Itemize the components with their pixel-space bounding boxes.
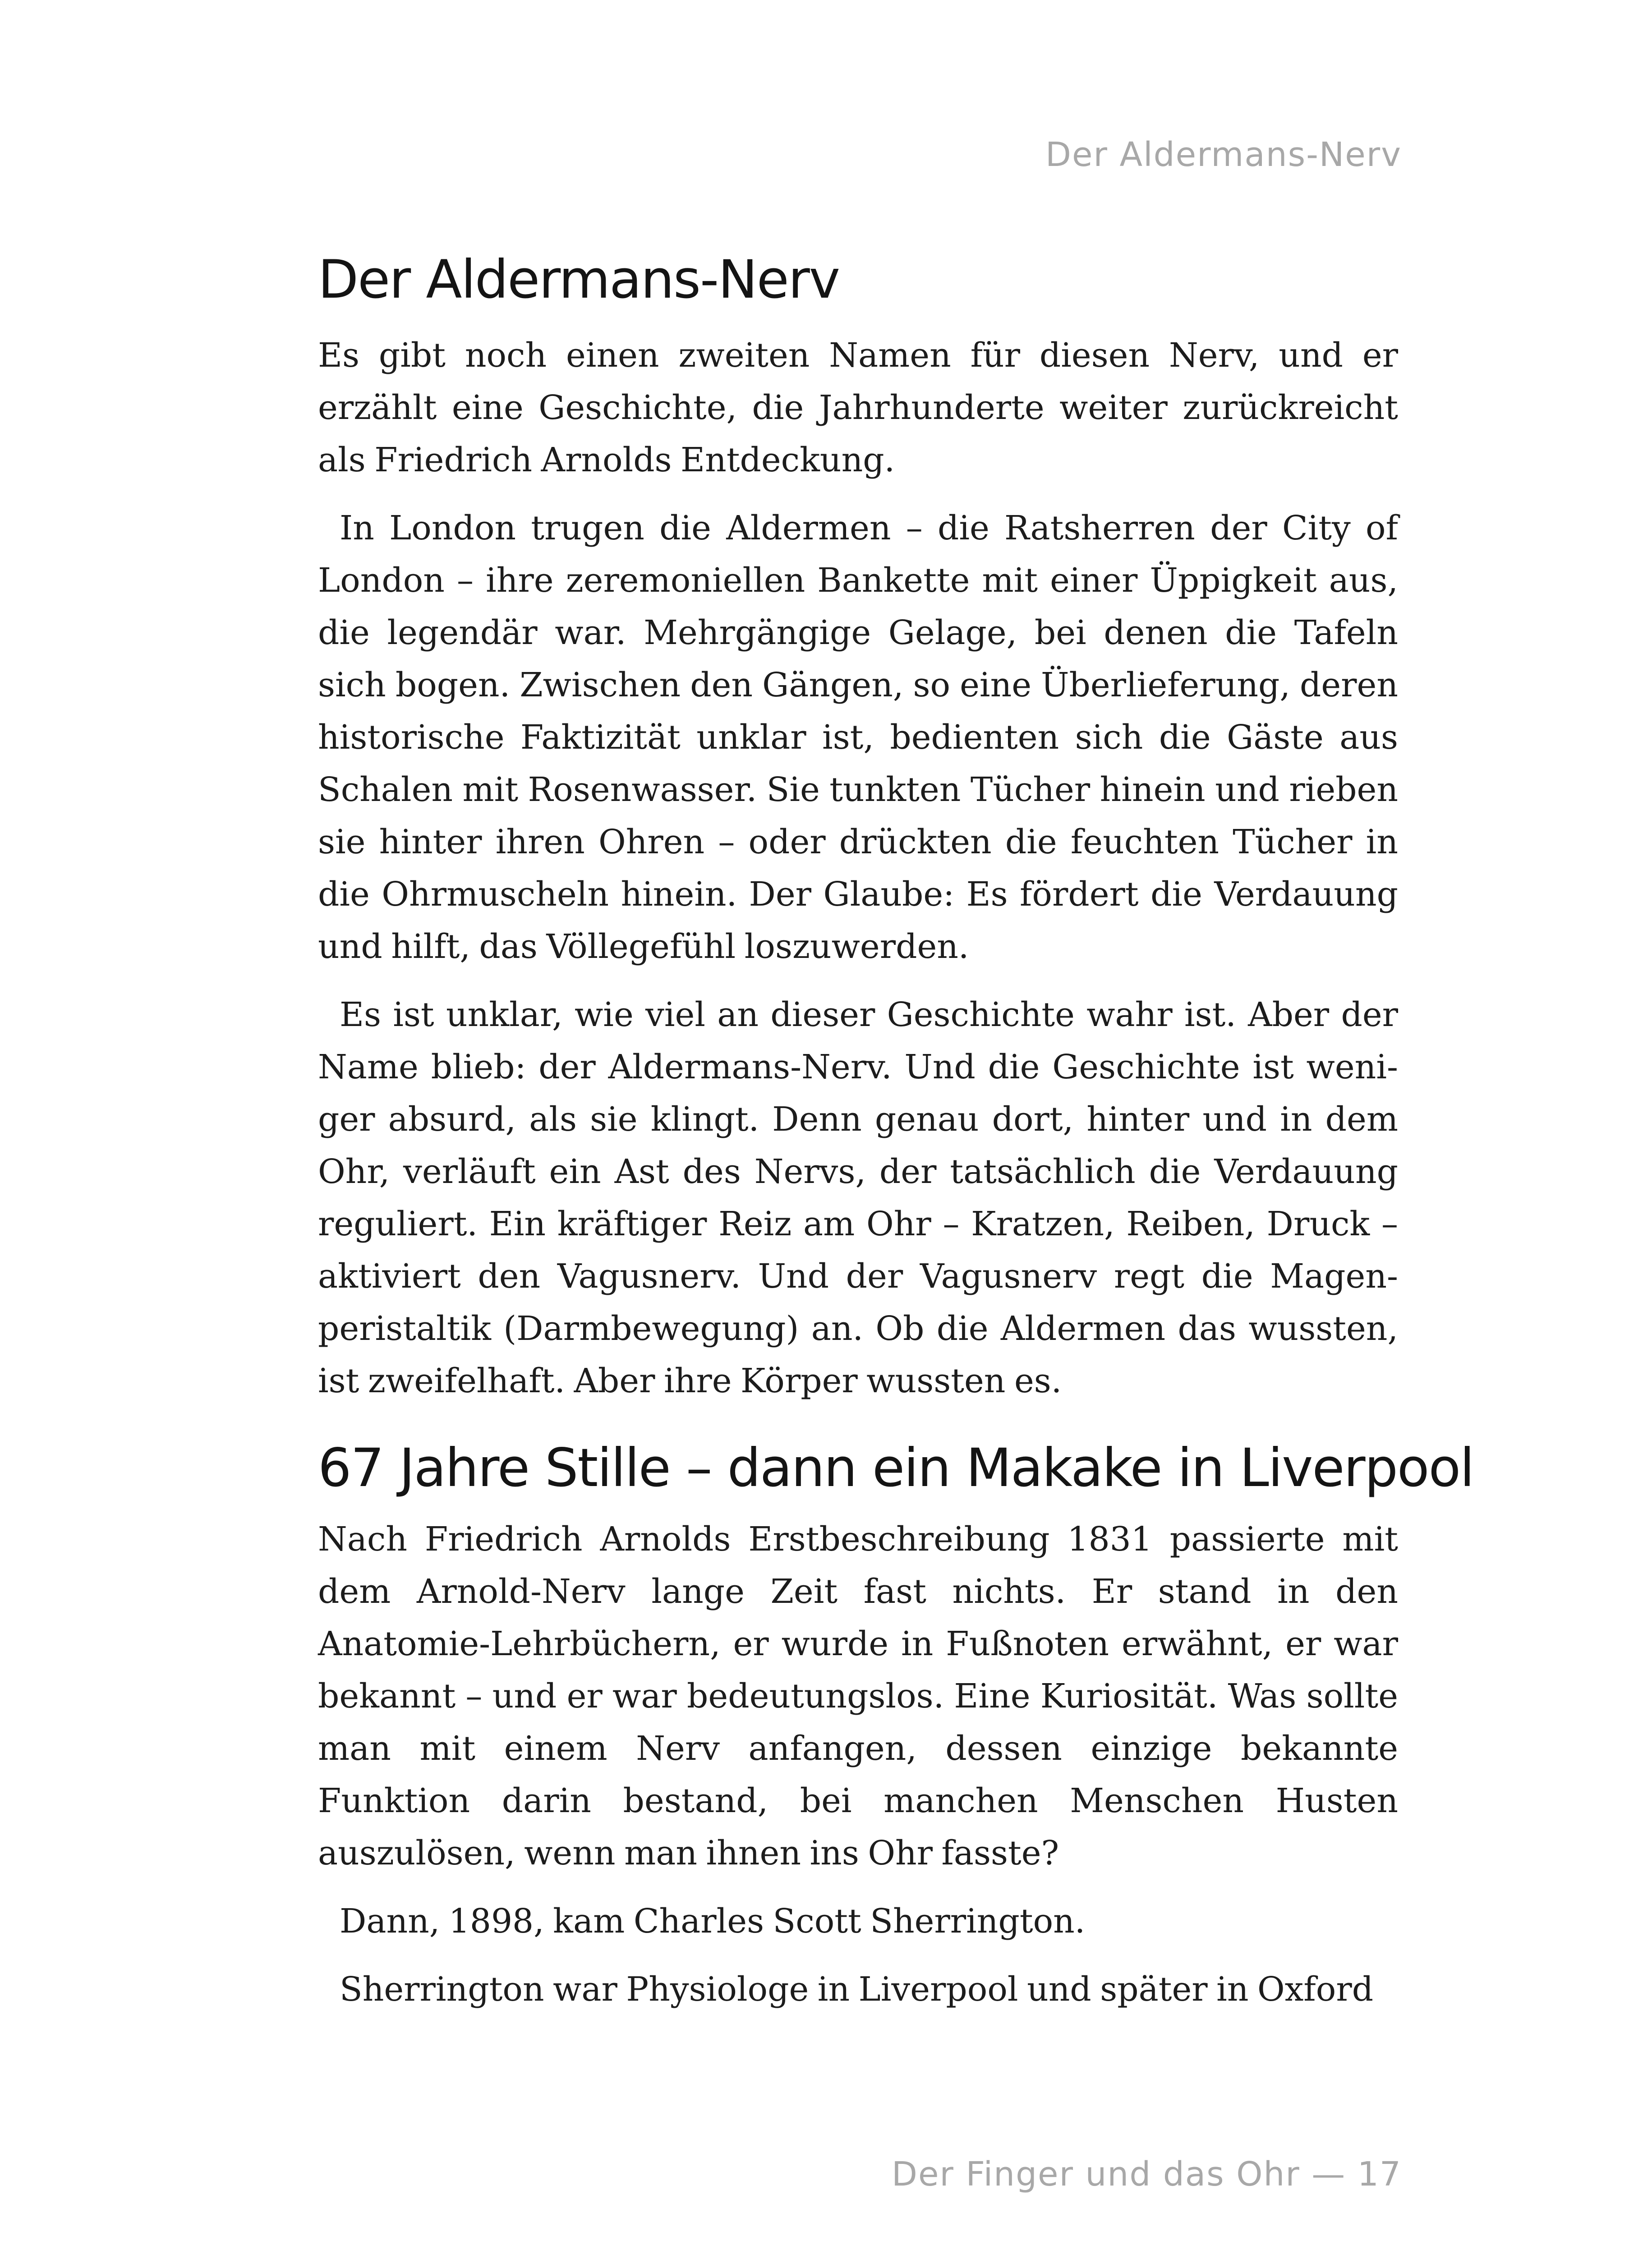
- running-footer: Der Finger und das Ohr — 17: [891, 2155, 1402, 2194]
- page-body: [318, 235, 1474, 2016]
- paragraph: Es ist unklar, wie viel an dieser Geschichte wahr ist. Aber der Name blieb: der Aldermans-Nerv. Und die Geschichte ist weniger absurd, als sie klingt. Denn genau dort, hinter und in dem Ohr, verläuft ein Ast des Nervs, der tatsächlich die Verdauung reguliert. Ein kräftiger Reiz am Ohr – Kratzen, Reiben, Druck – aktiviert den Vagusnerv. Und der Vagusnerv regt die Magenperistaltik (Darmbewegung) an. Ob die Aldermen das wussten, ist zweifelhaft. Aber ihre Körper wussten es.: [318, 995, 1398, 1400]
- paragraph: Dann, 1898, kam Charles Scott Sherrington.: [340, 1902, 1086, 1941]
- paragraph: Es gibt noch einen zweiten Namen für diesen Nerv, und er erzählt eine Geschichte, die Jahrhunderte weiter zurückreicht als Friedrich Arnolds Entdeckung.: [318, 336, 1398, 479]
- running-header: Der Aldermans-Nerv: [1045, 135, 1402, 174]
- paragraph: Nach Friedrich Arnolds Erstbeschreibung 1831 passierte mit dem Arnold-Nerv lange Zeit fast nichts. Er stand in den Anatomie-Lehrbüchern, er wurde in Fußnoten erwähnt, er war bekannt – und er war bedeutungslos. Eine Kuriosität. Was sollte man mit einem Nerv anfangen, dessen einzige bekannte Funktion darin bestand, bei manchen Menschen Husten auszulösen, wenn man ihnen ins Ohr fasste?: [318, 1520, 1398, 1873]
- section-heading-aldermans-nerv: Der Aldermans-Nerv: [318, 249, 840, 310]
- paragraph: Sherrington war Physiologe in Liverpool und später in Oxford: [340, 1970, 1374, 2009]
- paragraph: In London trugen die Aldermen – die Ratsherren der City of London – ihre zeremoniellen Bankette mit einer Üppigkeit aus, die legendär war. Mehrgängige Gelage, bei denen die Tafeln sich bogen. Zwischen den Gängen, so eine Überlieferung, deren historische Faktizität unklar ist, bedienten sich die Gäste aus Schalen mit Rosenwasser. Sie tunkten Tücher hinein und rieben sie hinter ihren Ohren – oder drückten die feuchten Tücher in die Ohrmuscheln hinein. Der Glaube: Es fördert die Verdauung und hilft, das Völlegefühl loszuwerden.: [318, 509, 1398, 966]
- section-heading-makake-liverpool: 67 Jahre Stille – dann ein Makake in Liverpool: [318, 1437, 1474, 1499]
